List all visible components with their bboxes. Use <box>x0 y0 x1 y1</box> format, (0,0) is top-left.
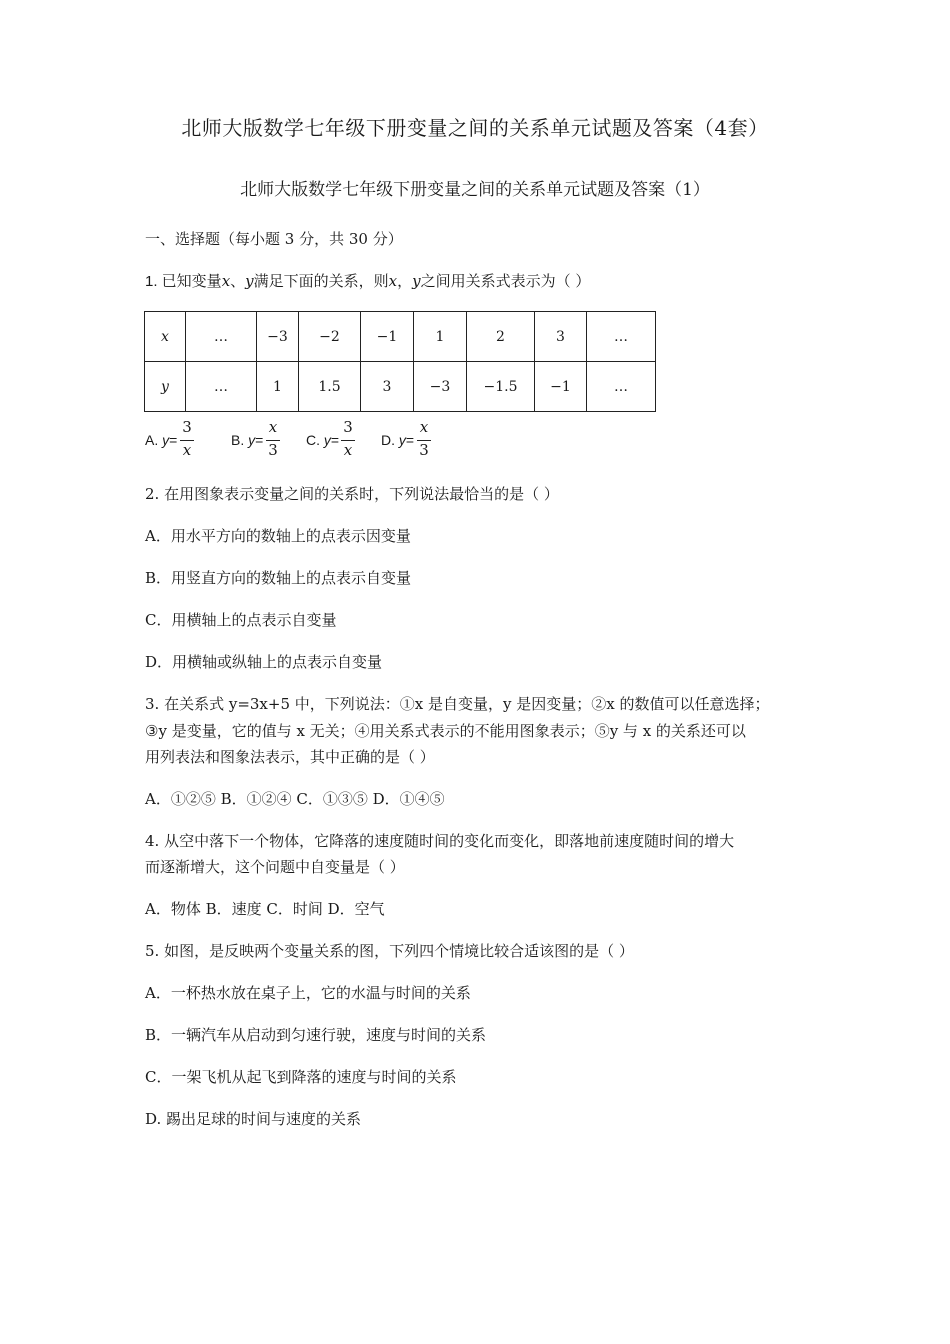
question-5-option-d: D. 踢出足球的时间与速度的关系 <box>145 1110 362 1128</box>
table-cell: −1.5 <box>467 362 535 412</box>
table-cell: … <box>186 362 257 412</box>
table-cell: … <box>587 362 656 412</box>
document-title: 北师大版数学七年级下册变量之间的关系单元试题及答案（4套） <box>181 116 769 140</box>
table-cell: −2 <box>299 312 361 362</box>
question-3-line-3: 用列表法和图象法表示，其中正确的是（ ） <box>145 748 435 766</box>
question-1-table <box>144 311 656 412</box>
table-cell: −3 <box>414 362 467 412</box>
question-5-option-a: A．一杯热水放在桌子上，它的水温与时间的关系 <box>145 984 471 1002</box>
table-row-y <box>145 362 656 412</box>
table-cell: 3 <box>361 362 414 412</box>
table-cell: x <box>145 312 186 362</box>
table-cell: 1 <box>257 362 299 412</box>
table-cell: −1 <box>361 312 414 362</box>
question-4-line-1: 4. 从空中落下一个物体，它降落的速度随时间的变化而变化，即落地前速度随时间的增大 <box>145 832 735 850</box>
question-4-options: A．物体 B．速度 C．时间 D．空气 <box>145 900 385 918</box>
question-5-stem: 5. 如图，是反映两个变量关系的图，下列四个情境比较合适该图的是（ ） <box>145 942 634 960</box>
question-1-stem: 1. 已知变量x、y满足下面的关系，则x，y之间用关系式表示为（ ） <box>145 272 591 290</box>
table-cell: … <box>186 312 257 362</box>
table-cell: 1 <box>414 312 467 362</box>
table-cell: … <box>587 312 656 362</box>
question-3-line-1: 3. 在关系式 y=3x+5 中，下列说法：①x 是自变量，y 是因变量；②x 的数值可以任意选择； <box>145 695 770 713</box>
question-4-line-2: 而逐渐增大，这个问题中自变量是（ ） <box>145 858 405 876</box>
table-cell: y <box>145 362 186 412</box>
question-2-option-d: D．用横轴或纵轴上的点表示自变量 <box>145 653 383 671</box>
question-3-line-2: ③y 是变量，它的值与 x 无关；④用关系式表示的不能用图象表示；⑤y 与 x 的关系还可以 <box>145 722 746 740</box>
table-cell: 1.5 <box>299 362 361 412</box>
question-3-options: A．①②⑤ B．①②④ C．①③⑤ D．①④⑤ <box>145 790 445 808</box>
question-2-option-a: A．用水平方向的数轴上的点表示因变量 <box>145 527 411 545</box>
question-2-option-c: C．用横轴上的点表示自变量 <box>145 611 337 629</box>
question-2-option-b: B．用竖直方向的数轴上的点表示自变量 <box>145 569 412 587</box>
table-cell: 3 <box>535 312 587 362</box>
section-heading: 一、选择题（每小题 3 分，共 30 分） <box>145 230 403 248</box>
table-cell: −1 <box>535 362 587 412</box>
document-subtitle: 北师大版数学七年级下册变量之间的关系单元试题及答案（1） <box>240 180 710 200</box>
question-5-option-c: C．一架飞机从起飞到降落的速度与时间的关系 <box>145 1068 457 1086</box>
document-page: 北师大版数学七年级下册变量之间的关系单元试题及答案（4套） 北师大版数学七年级下册变量之间的关系单元试题及答案（1） 一、选择题（每小题 3 分，共 30 分） 1. 已知变量x、y满足下面的关系，则x，y之间用关系式表示为（ ） x … −3 −2 −1 1 2 3 … y … 1 1.5 3 −3 −1.5 −1 … A. y= 3 x B. y= x 3 C. y= 3 x D. y= x 3 2. 在用图象表示变量之间的关系时，下列说法最恰当的是（ ） A．用水平方向的数轴上的点表示因变量 B．用竖直方向的数轴上的点表示自变量 C．用横轴上的点表示自变量 D．用横轴或纵轴上的点表示自变量 3. 在关系式 y=3x+5 中，下列说法：①x 是自变量，y 是因变量；②x 的数值可以任意选择； ③y 是变量，它的值与 x 无关；④用关系式表示的不能用图象表示；⑤y 与 x 的关系还可以 用列表法和图象法表示，其中正确的是（ ） A．①②⑤ B．①②④ C．①③⑤ D．①④⑤ 4. 从空中落下一个物体，它降落的速度随时间的变化而变化，即落地前速度随时间的增大 而逐渐增大，这个问题中自变量是（ ） A．物体 B．速度 C．时间 D．空气 5. 如图，是反映两个变量关系的图，下列四个情境比较合适该图的是（ ） A．一杯热水放在桌子上，它的水温与时间的关系 B．一辆汽车从启动到匀速行驶，速度与时间的关系 C．一架飞机从起飞到降落的速度与时间的关系 D. 踢出足球的时间与速度的关系 <box>0 0 950 1344</box>
table-cell: 2 <box>467 312 535 362</box>
question-5-option-b: B．一辆汽车从启动到匀速行驶，速度与时间的关系 <box>145 1026 487 1044</box>
table-row-x <box>145 312 656 362</box>
question-2-stem: 2. 在用图象表示变量之间的关系时，下列说法最恰当的是（ ） <box>145 485 559 503</box>
table-cell: −3 <box>257 312 299 362</box>
